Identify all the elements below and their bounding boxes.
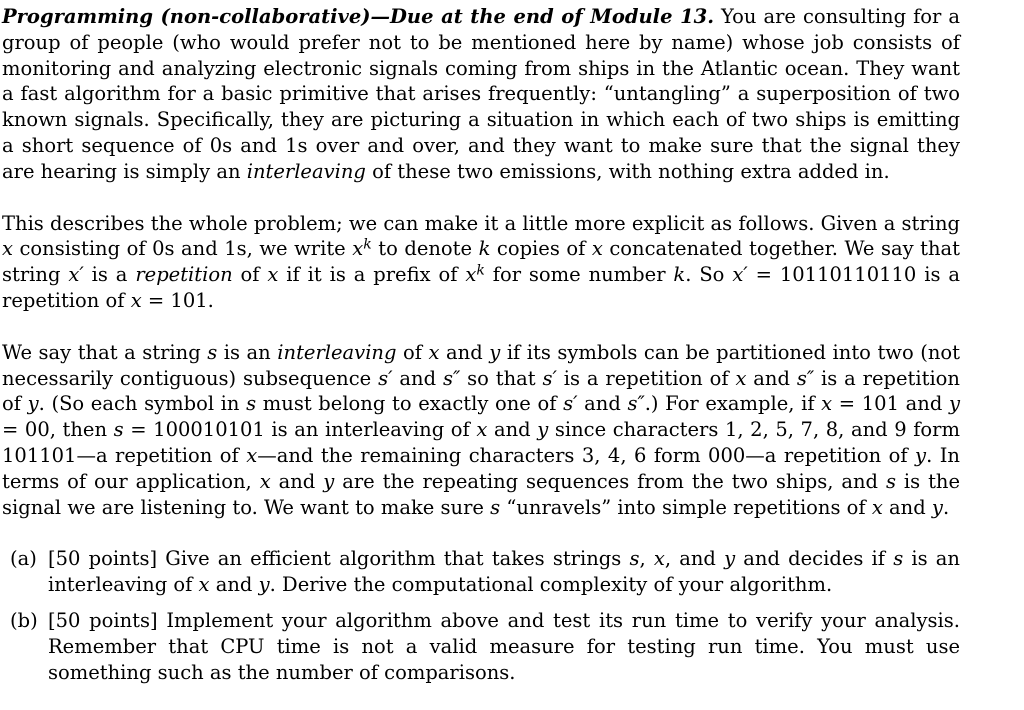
assignment-document	[2, 4, 960, 695]
term-interleaving: interleaving	[277, 340, 397, 364]
assignment-header: Programming (non-collaborative)—Due at the end of Module 13.	[2, 5, 714, 28]
interleaving-paragraph: We say that a string s is an interleaving of x and y if its symbols can be partitioned into two (not necessarily contiguous) subsequence s′ and s″ so that s′ is a repetition of x and s″ is a repetition of y. (So each symbol in s must belong to exactly one of s′ and s″.) For example, if x = 101 and y = 00, then s = 100010101 is an interleaving of x and y since characters 1, 2, 5, 7, 8, and 9 form 101101—a repetition of x—and the remaining characters 3, 4, 6 form 000—a repetition of y. In terms of our application, x and y are the repeating sequences from the two ships, and s is the signal we are listening to. We want to make sure s “unravels” into simple repetitions of x and y.	[2, 340, 960, 519]
term-interleaving: interleaving	[246, 159, 366, 183]
term-repetition: repetition	[135, 263, 233, 287]
definition-paragraph: This describes the whole problem; we can make it a little more explicit as follows. Given a string x consisting of 0s and 1s, we write $x^k$ to denote k copies of x concatenated together. We say that string x′ is a repetition of x if it is a prefix of $x^k$ for some number k. So x′ = 10110110110 is a repetition of x = 101.	[2, 211, 961, 312]
part-label: (a)	[10, 547, 37, 571]
part-label: (b)	[10, 608, 38, 632]
question-parts-list	[2, 546, 960, 685]
intro-paragraph: Programming (non-collaborative)—Due at the end of Module 13. You are consulting for a group of people (who would prefer not to be mentioned here by name) whose job consists of monitoring and analyzing electronic signals coming from ships in the Atlantic ocean. They want a fast algorithm for a basic primitive that arises frequently: “untangling” a superposition of two known signals. Specifically, they are picturing a situation in which each of two ships is emitting a short sequence of 0s and 1s over and over, and they want to make sure that the signal they are hearing is simply an interleaving of these two emissions, with nothing extra added in.	[2, 5, 960, 183]
question-part-a: (a) [50 points] Give an efficient algorithm that takes strings s, x, and y and decides if s is an interleaving of x and y. Derive the computational complexity of your algorithm.	[10, 547, 960, 597]
question-part-b: (b) [50 points] Implement your algorithm above and test its run time to verify your analysis. Remember that CPU time is not a valid measure for testing run time. You must use something such as the number of comparisons.	[10, 608, 960, 684]
